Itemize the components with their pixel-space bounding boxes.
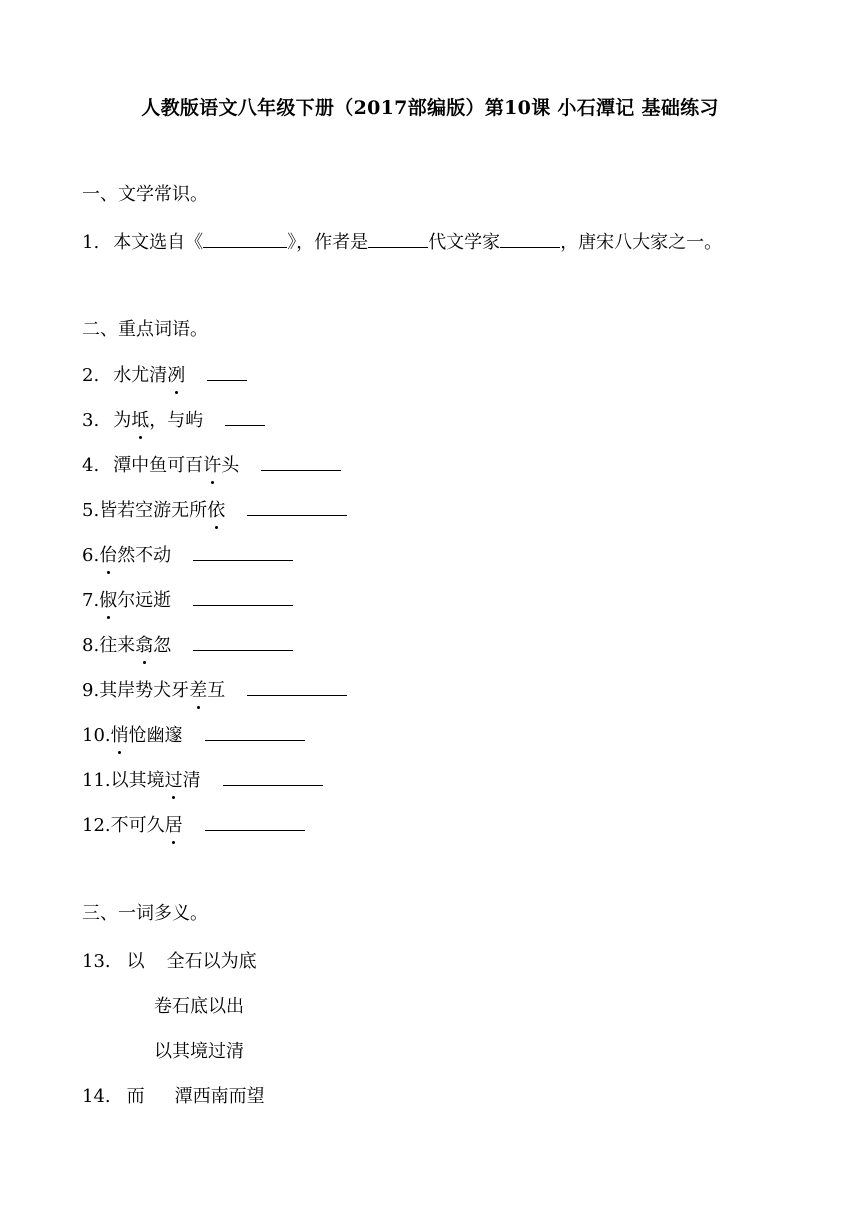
emphasized-character: 坻 (131, 410, 150, 431)
question-text: 》，作者是 (287, 232, 369, 253)
question-number: 14. (82, 1086, 111, 1107)
polysemy-word: 以 (126, 951, 145, 972)
phrase-text: 为 (113, 410, 132, 431)
vocab-item (82, 542, 293, 568)
phrase-text: 怆幽邃 (128, 725, 183, 746)
phrase-text: 水尤清 (113, 365, 168, 386)
emphasized-character: 过 (164, 770, 183, 791)
vocab-item (82, 362, 247, 388)
phrase-text: 潭中鱼可百 (113, 455, 204, 476)
answer-blank[interactable] (500, 229, 560, 248)
question-number: 10. (82, 725, 111, 746)
question-text: ，唐宋八大家之一。 (560, 232, 723, 253)
answer-blank[interactable] (193, 587, 293, 606)
question-1 (82, 229, 722, 255)
emphasized-character: 冽 (167, 365, 186, 386)
question-number: 6. (82, 545, 100, 566)
question-number: 1. (82, 232, 100, 253)
answer-blank[interactable] (207, 362, 247, 381)
polysemy-word: 而 (126, 1086, 145, 1107)
question-number: 5. (82, 500, 100, 521)
phrase-text: 以其境 (110, 770, 165, 791)
emphasized-character: 翕 (135, 635, 154, 656)
answer-blank[interactable] (205, 812, 305, 831)
emphasized-character: 依 (207, 500, 226, 521)
vocab-item (82, 632, 293, 658)
phrase-text: 皆若空游无所 (99, 500, 208, 521)
vocab-item (82, 677, 347, 703)
phrase-text: 往来 (99, 635, 136, 656)
emphasized-character: 悄 (110, 725, 129, 746)
question-number: 4. (82, 455, 100, 476)
answer-blank[interactable] (203, 229, 287, 248)
question-14 (82, 1085, 265, 1109)
phrase-text: 不可久 (110, 815, 165, 836)
question-number: 11. (82, 770, 111, 791)
phrase-text: 头 (221, 455, 240, 476)
phrase-text: ，与屿 (149, 410, 204, 431)
phrase-text: 尔远逝 (117, 590, 172, 611)
answer-blank[interactable] (247, 677, 347, 696)
answer-blank[interactable] (193, 542, 293, 561)
phrase-text: 其岸势犬牙 (99, 680, 190, 701)
answer-blank[interactable] (225, 407, 265, 426)
question-number: 8. (82, 635, 100, 656)
question-text: 代文学家 (428, 232, 501, 253)
emphasized-character: 俶 (99, 590, 118, 611)
phrase-text: 清 (182, 770, 201, 791)
question-number: 12. (82, 815, 111, 836)
vocab-item (82, 452, 341, 478)
section-heading-literature: 一、文学常识。 (82, 184, 208, 205)
example-sentence: 全石以为底 (166, 951, 257, 972)
question-number: 7. (82, 590, 100, 611)
phrase-text: 忽 (153, 635, 172, 656)
question-13 (82, 950, 257, 974)
vocab-item (82, 722, 305, 748)
vocab-item (82, 407, 265, 433)
example-sentence: 卷石底以出 (154, 996, 244, 1017)
vocab-item (82, 767, 323, 793)
answer-blank[interactable] (205, 722, 305, 741)
vocab-item (82, 587, 293, 613)
section-heading-polysemy: 三、一词多义。 (82, 903, 208, 924)
phrase-text: 互 (207, 680, 226, 701)
example-sentence: 以其境过清 (154, 1041, 244, 1062)
emphasized-character: 居 (164, 815, 183, 836)
phrase-text: 然不动 (117, 545, 172, 566)
emphasized-character: 差 (189, 680, 208, 701)
question-number: 2. (82, 365, 100, 386)
section-heading-vocabulary: 二、重点词语。 (82, 319, 208, 340)
question-number: 13. (82, 951, 111, 972)
example-sentence: 潭西南而望 (174, 1086, 265, 1107)
answer-blank[interactable] (193, 632, 293, 651)
answer-blank[interactable] (368, 229, 428, 248)
vocab-item (82, 812, 305, 838)
question-text: 本文选自《 (113, 232, 204, 253)
vocab-item (82, 497, 347, 523)
emphasized-character: 佁 (99, 545, 118, 566)
answer-blank[interactable] (223, 767, 323, 786)
page-title: 人教版语文八年级下册（2017部编版）第10课 小石潭记 基础练习 (141, 97, 719, 119)
answer-blank[interactable] (261, 452, 341, 471)
answer-blank[interactable] (247, 497, 347, 516)
emphasized-character: 许 (203, 455, 222, 476)
question-number: 3. (82, 410, 100, 431)
question-number: 9. (82, 680, 100, 701)
